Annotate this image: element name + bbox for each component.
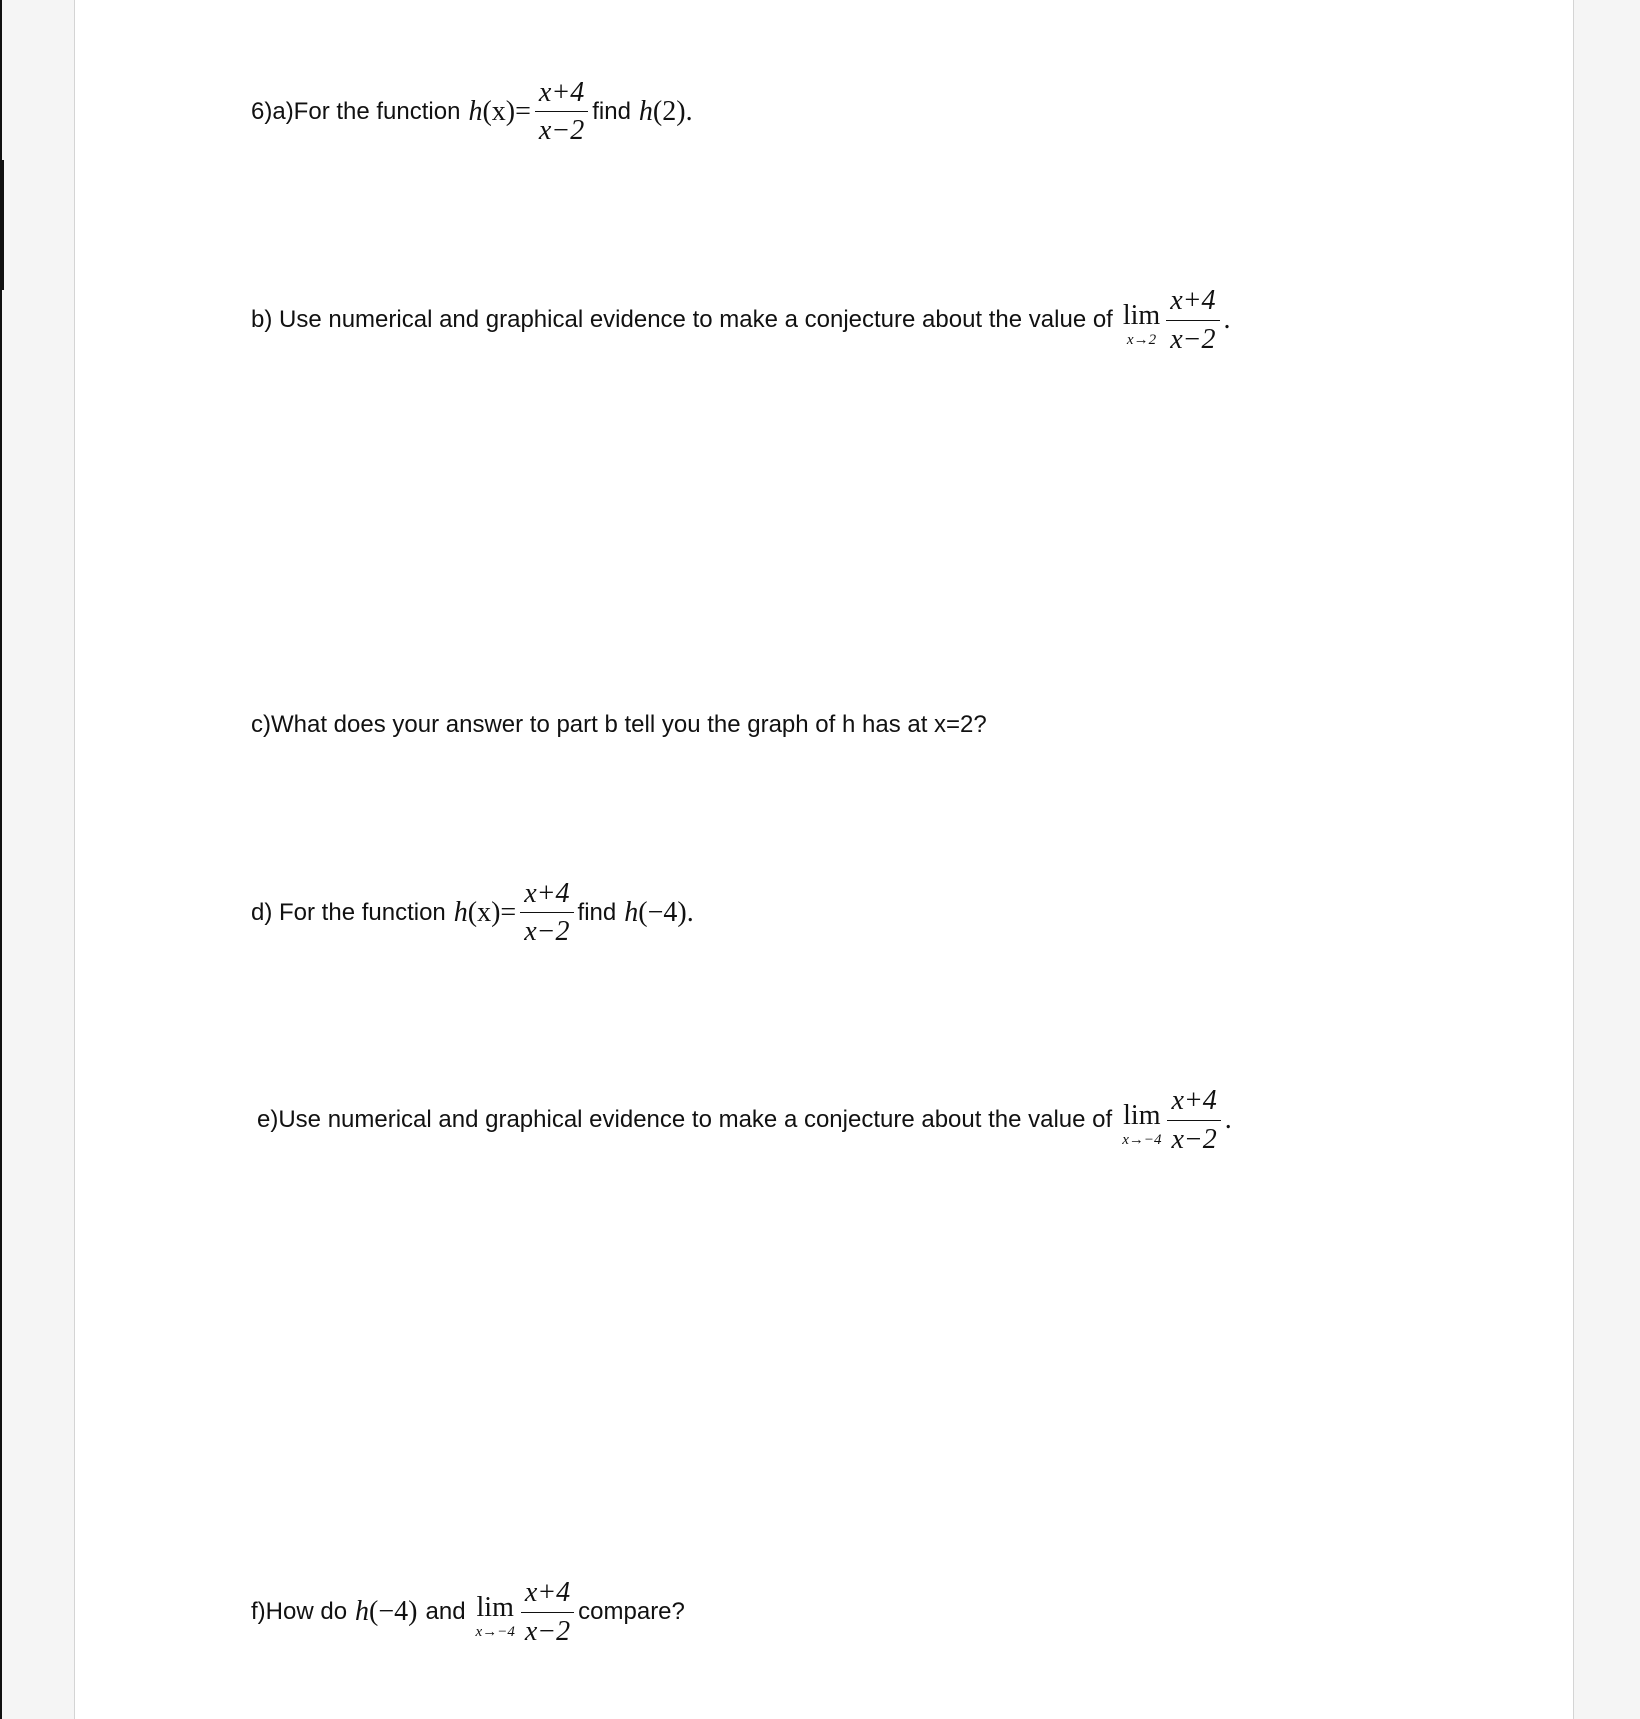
question-6a-end: . <box>685 95 693 127</box>
question-6b-fraction <box>1166 284 1219 355</box>
question-6b-limit <box>1122 299 1161 349</box>
question-6f-func-arg: (−4) <box>369 1596 418 1627</box>
limit-subscript: x→−4 <box>475 1623 515 1640</box>
question-6d-fraction <box>520 877 573 948</box>
question-6d <box>251 877 694 948</box>
fraction-numerator: x+4 <box>538 77 585 108</box>
fraction-denominator: x−2 <box>1167 1120 1220 1156</box>
window-left-edge-mark <box>0 160 4 290</box>
question-6a-fraction <box>535 76 588 147</box>
question-6d-eval-arg: (−4) <box>638 896 687 928</box>
question-6c-text: c)What does your answer to part b tell you the graph of h has at x=2? <box>251 711 987 738</box>
question-6f-limit <box>475 1591 515 1641</box>
fraction-numerator: x+4 <box>1171 1085 1217 1117</box>
fraction-denominator: x−2 <box>520 912 573 948</box>
limit-subscript: x→2 <box>1126 331 1157 348</box>
fraction-denominator: x−2 <box>535 111 588 147</box>
question-6a-equals: = <box>515 95 531 127</box>
question-6f-func: h <box>355 1596 370 1627</box>
question-6a-eval-func: h <box>638 95 653 127</box>
limit-word: lim <box>1123 1099 1161 1131</box>
question-6a <box>251 76 693 147</box>
question-6f <box>251 1576 685 1648</box>
question-6f-prefix: f)How do <box>251 1598 348 1625</box>
question-6e-fraction <box>1167 1084 1220 1155</box>
fraction-numerator: x+4 <box>524 1577 571 1609</box>
fraction-denominator: x−2 <box>1166 320 1219 356</box>
limit-subscript: x→−4 <box>1122 1131 1162 1148</box>
question-6e-end: . <box>1224 1104 1232 1135</box>
fraction-numerator: x+4 <box>524 878 570 909</box>
question-6f-and: and <box>425 1598 466 1625</box>
fraction-numerator: x+4 <box>1170 285 1216 317</box>
question-6b-end: . <box>1223 304 1231 335</box>
question-6a-func-arg: (x) <box>482 95 516 127</box>
question-6d-end: . <box>686 896 694 928</box>
question-6c <box>251 711 987 739</box>
document-page <box>74 0 1574 1719</box>
question-6f-fraction <box>521 1576 574 1647</box>
limit-word: lim <box>476 1591 514 1623</box>
question-6f-end: compare? <box>578 1598 685 1625</box>
question-6a-eval-arg: (2) <box>652 95 686 127</box>
question-6d-func: h <box>453 896 468 928</box>
question-6a-func: h <box>468 95 483 127</box>
question-6e <box>257 1084 1232 1156</box>
question-6e-limit <box>1122 1099 1162 1149</box>
question-6b <box>251 284 1231 356</box>
question-6e-prefix: e)Use numerical and graphical evidence to make a conjecture about the value of <box>257 1106 1113 1133</box>
question-6d-find: find <box>577 898 617 926</box>
question-6d-equals: = <box>500 896 517 928</box>
question-6d-func-arg: (x) <box>467 896 501 928</box>
fraction-denominator: x−2 <box>521 1612 574 1648</box>
question-6b-prefix: b) Use numerical and graphical evidence to make a conjecture about the value of <box>251 306 1113 333</box>
question-6a-prefix: 6)a)For the function <box>251 97 461 125</box>
question-6a-find: find <box>592 97 631 125</box>
question-6d-prefix: d) For the function <box>251 898 446 926</box>
question-6d-eval-func: h <box>624 896 639 928</box>
limit-word: lim <box>1122 299 1161 331</box>
